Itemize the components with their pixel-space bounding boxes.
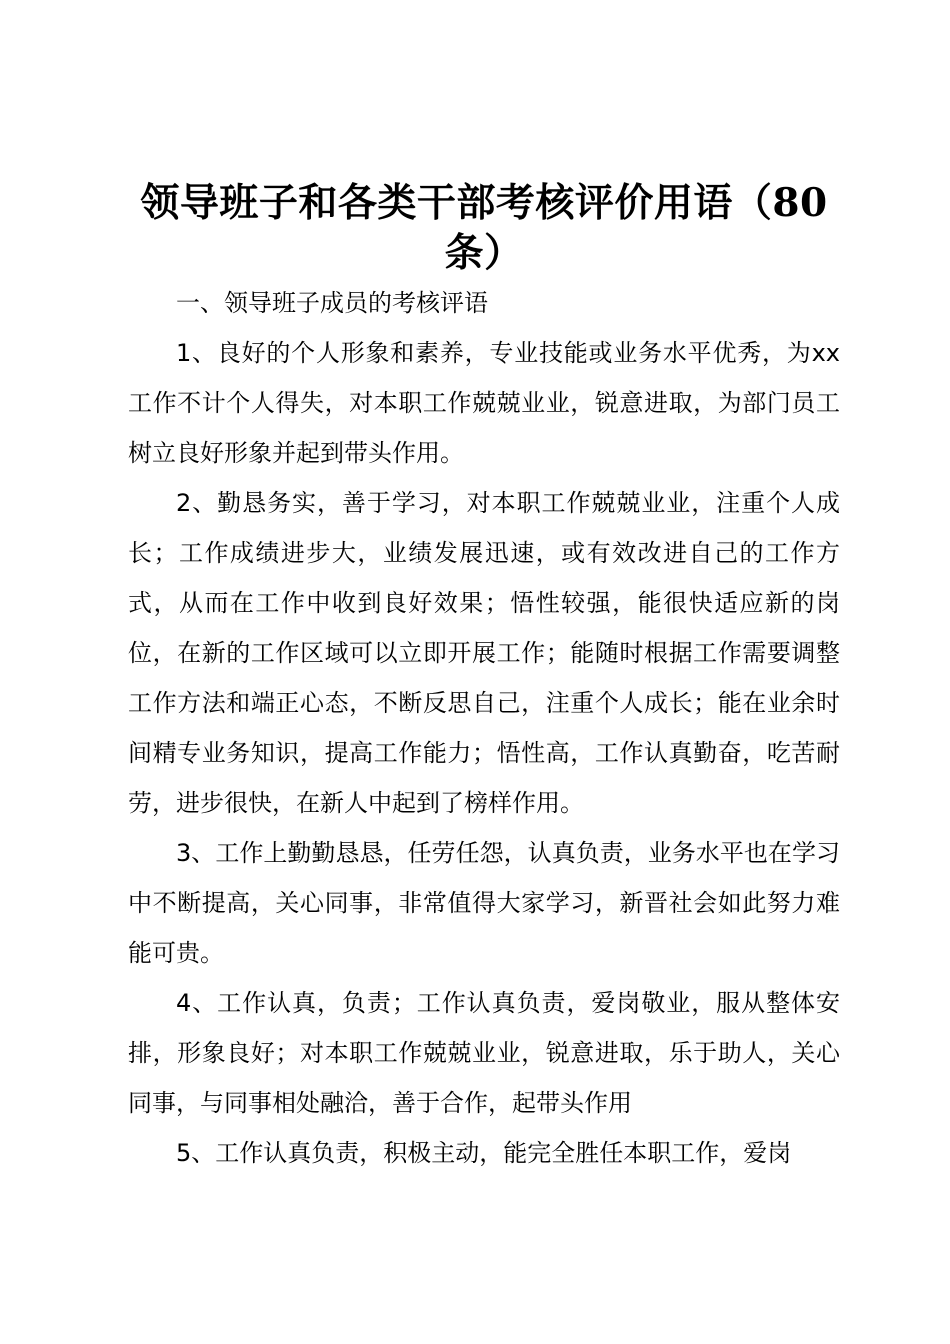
paragraph-3: 3、工作上勤勤恳恳，任劳任怨，认真负责，业务水平也在学习中不断提高，关心同事，非常值得大家学习，新晋社会如此努力难能可贵。 <box>128 839 840 967</box>
paragraph-4: 4、工作认真，负责；工作认真负责，爱岗敬业，服从整体安排，形象良好；对本职工作兢兢业业，锐意进取，乐于助人，关心同事，与同事相处融洽，善于合作，起带头作用 <box>128 989 840 1117</box>
paragraph-5: 5、工作认真负责，积极主动，能完全胜任本职工作，爱岗 <box>176 1139 792 1167</box>
section-heading: 一、领导班子成员的考核评语 <box>176 289 488 317</box>
paragraph-2: 2、勤恳务实，善于学习，对本职工作兢兢业业，注重个人成长；工作成绩进步大，业绩发展迅速，或有效改进自己的工作方式，从而在工作中收到良好效果；悟性较强，能很快适应新的岗位，在新的工作区域可以立即开展工作；能随时根据工作需要调整工作方法和端正心态，不断反思自己，注重个人成长；能在业余时间精专业务知识，提高工作能力；悟性高，工作认真勤奋，吃苦耐劳，进步很快，在新人中起到了榜样作用。 <box>128 489 840 817</box>
document-body <box>128 178 840 1178</box>
paragraph-1: 1、良好的个人形象和素养，专业技能或业务水平优秀，为xx工作不计个人得失，对本职工作兢兢业业，锐意进取，为部门员工树立良好形象并起到带头作用。 <box>128 339 840 467</box>
document-title: 领导班子和各类干部考核评价用语（80条） <box>140 180 828 276</box>
